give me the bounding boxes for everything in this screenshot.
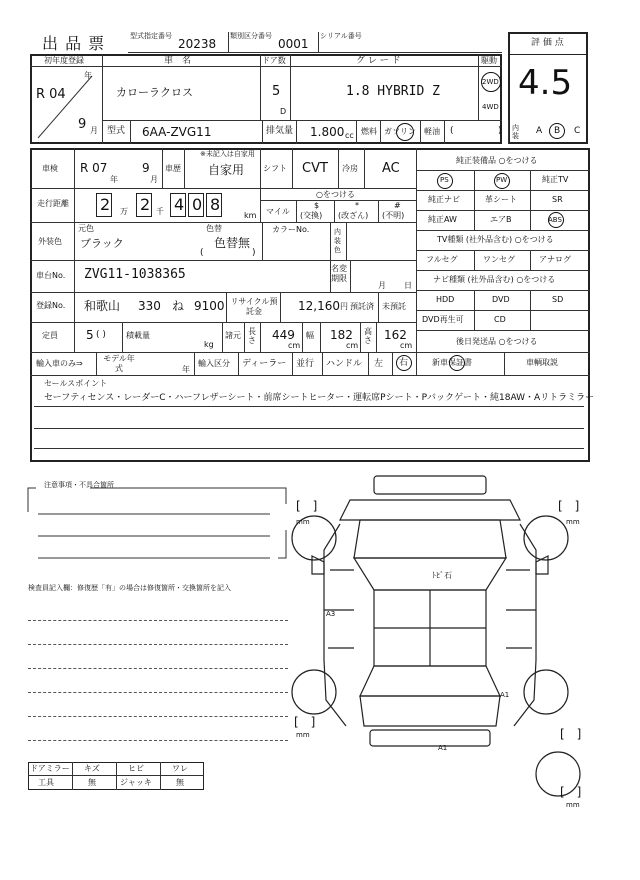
handle-left: 左 bbox=[374, 359, 384, 369]
mileage-digit-5-value: 8 bbox=[210, 195, 221, 214]
length-label: 長さ bbox=[248, 327, 256, 345]
fuel-label: 燃料 bbox=[361, 127, 377, 136]
sales-text: セーフティセンス・レーダーC・ハーフレザーシート・前席シートヒーター・運転席Pシート・Pバックゲート・純18AW・Aリトラミラー bbox=[44, 393, 595, 403]
equipment-title: 純正装備品 ○をつける bbox=[456, 156, 538, 165]
recycle-value: 12,160 bbox=[298, 299, 340, 313]
equip-leather: 革シート bbox=[485, 195, 517, 204]
km-unit: km bbox=[244, 211, 257, 220]
man-unit: 万 bbox=[120, 207, 128, 216]
month-unit-2: 月 bbox=[150, 175, 158, 184]
name-change-month: 月 bbox=[378, 281, 386, 290]
history-label: 車歴 bbox=[165, 164, 181, 173]
reg-number: 9100 bbox=[194, 299, 225, 313]
aircon-value: AC bbox=[382, 161, 400, 176]
width-value: 182 bbox=[330, 328, 353, 342]
navi-hdd: HDD bbox=[436, 295, 455, 304]
navi-dvd-play: DVD再生可 bbox=[422, 315, 464, 324]
notes-bracket bbox=[24, 481, 294, 564]
bracket-rl: [ ] bbox=[294, 715, 316, 729]
grade-value: 1.8 HYBRID Z bbox=[346, 84, 440, 99]
bracket-fl: [ ] bbox=[296, 499, 318, 513]
navi-cd: CD bbox=[494, 315, 506, 324]
exterior-label: 外装色 bbox=[38, 237, 62, 246]
length-cm: cm bbox=[288, 341, 301, 350]
first-reg-month: 9 bbox=[78, 117, 87, 132]
equip-ps: PS bbox=[440, 176, 449, 184]
recycle-unit: 円 bbox=[340, 302, 348, 311]
length-value: 449 bbox=[272, 328, 295, 342]
bracket-rr: [ ] bbox=[560, 727, 582, 741]
attach-note: ○をつける bbox=[316, 190, 355, 199]
inspection-month: 9 bbox=[142, 161, 150, 175]
legend-door-mirror: ドアミラー bbox=[30, 764, 70, 773]
serial-label: シリアル番号 bbox=[320, 32, 362, 40]
width-label: 幅 bbox=[306, 331, 314, 340]
height-value: 162 bbox=[384, 328, 407, 342]
repaint-value: 色替無 bbox=[214, 236, 251, 250]
interior-a: A bbox=[536, 126, 543, 136]
history-value: 自家用 bbox=[208, 163, 245, 177]
recycle-label: リサイクル預託金 bbox=[230, 297, 278, 316]
unknown-mark: # bbox=[394, 201, 401, 210]
mileage-label: 走行距離 bbox=[37, 199, 69, 208]
bracket-fr: [ ] bbox=[558, 499, 580, 513]
paren-close: ) bbox=[498, 126, 502, 136]
shift-label: シフト bbox=[263, 164, 287, 173]
dealer-label: ディーラー bbox=[242, 359, 287, 369]
capacity-unit: ( ) bbox=[96, 330, 106, 340]
sen-unit: 千 bbox=[156, 207, 164, 216]
mile-label: マイル bbox=[266, 207, 290, 216]
inspection-year: R 07 bbox=[80, 161, 108, 175]
equip-abs: ABS bbox=[548, 216, 562, 224]
later-title: 後日発送品 ○をつける bbox=[456, 337, 538, 346]
mileage-digit-3-value: 4 bbox=[174, 195, 185, 214]
mm-fr: mm bbox=[566, 518, 580, 526]
reg-area: 和歌山 bbox=[84, 299, 121, 313]
interior-c: C bbox=[574, 126, 581, 136]
mark-a1-rear: A1 bbox=[438, 744, 448, 752]
mm-spare: mm bbox=[566, 801, 580, 809]
not-deposited-label: 未預託 bbox=[382, 302, 406, 311]
repaint-paren-open: ( bbox=[200, 248, 204, 258]
handle-right: 右 bbox=[399, 358, 409, 368]
exchange-label: (交換) bbox=[300, 211, 323, 220]
bracket-spare: [ ] bbox=[560, 785, 582, 799]
tv-title: TV種類 (社外品含む) ○をつける bbox=[437, 235, 554, 244]
category-value: 0001 bbox=[278, 37, 309, 51]
import-type-label: 輸入区分 bbox=[198, 359, 230, 368]
later-warranty: 新車保証書 bbox=[432, 358, 472, 367]
notes-label: 注意事項・不具合箇所 bbox=[44, 481, 114, 489]
equip-pw: PW bbox=[496, 176, 508, 184]
later-manual: 車輌取説 bbox=[526, 358, 558, 367]
altered-label: (改ざん) bbox=[338, 211, 369, 220]
model-year-unit: 年 bbox=[182, 365, 190, 374]
equip-sr: SR bbox=[552, 195, 563, 204]
year-unit: 年 bbox=[84, 71, 92, 80]
exterior-value: ブラック bbox=[80, 237, 124, 250]
format-label: 型式指定番号 bbox=[130, 32, 172, 40]
name-change-day: 日 bbox=[404, 281, 412, 290]
displacement-unit: cc bbox=[345, 131, 354, 140]
grade-label: グ レ ー ド bbox=[356, 56, 401, 66]
interior-label: 内装 bbox=[512, 124, 519, 140]
drive-4wd: 4WD bbox=[482, 103, 499, 111]
exchange-mark: $ bbox=[314, 201, 320, 210]
diesel-label: 軽油 bbox=[424, 127, 440, 136]
displacement-value: 1.800 bbox=[310, 125, 345, 139]
category-label: 類別区分番号 bbox=[230, 32, 272, 40]
door-count: 5 bbox=[272, 84, 281, 99]
fuel-value: ガソリン bbox=[384, 127, 416, 136]
legend-crack: ヒビ bbox=[128, 764, 144, 773]
score-value: 4.5 bbox=[518, 63, 573, 103]
car-name-label: 車 名 bbox=[164, 56, 192, 66]
sales-label: セールスポイント bbox=[44, 379, 108, 388]
windshield-note: ﾄﾋﾞ石 bbox=[432, 571, 452, 580]
shift-value: CVT bbox=[302, 161, 328, 176]
load-kg-unit: kg bbox=[204, 340, 214, 349]
legend-tools-value: 無 bbox=[88, 778, 96, 787]
month-unit: 月 bbox=[90, 126, 98, 135]
paren-open: ( bbox=[450, 126, 454, 136]
tv-fullseg: フルセグ bbox=[426, 255, 458, 264]
capacity-value: 5 bbox=[86, 328, 94, 342]
navi-sd: SD bbox=[552, 295, 564, 304]
handle-label: ハンドル bbox=[326, 359, 363, 369]
height-label: 高さ bbox=[364, 327, 372, 345]
navi-dvd: DVD bbox=[492, 295, 510, 304]
reg-label: 登録No. bbox=[36, 301, 66, 310]
name-change-label: 名変期限 bbox=[331, 264, 347, 283]
capacity-label: 定員 bbox=[42, 331, 58, 340]
drive-label: 駆動 bbox=[481, 56, 497, 65]
color-no-label: 色替 bbox=[206, 224, 222, 233]
legend-jack-value: 無 bbox=[176, 778, 184, 787]
import-label: 輸入車のみ⇒ bbox=[36, 359, 83, 368]
format-value: 20238 bbox=[178, 37, 217, 51]
reg-class: 330 bbox=[138, 299, 161, 313]
mileage-digit-4-value: 0 bbox=[192, 195, 203, 214]
displacement-label: 排気量 bbox=[266, 126, 294, 136]
first-reg-year: R 04 bbox=[36, 87, 66, 102]
history-note: ※未記入は自家用 bbox=[200, 150, 255, 158]
legend-tools: 工具 bbox=[38, 778, 54, 787]
mileage-digit-1-value: 2 bbox=[100, 195, 111, 214]
model-label: 型式 bbox=[107, 126, 126, 136]
sheet-title: 出 品 票 bbox=[42, 34, 106, 53]
inspection-label: 車検 bbox=[42, 164, 58, 173]
unknown-label: (不明) bbox=[382, 211, 405, 220]
tv-oneseg: ワンセグ bbox=[483, 255, 515, 264]
equip-aw: 純正AW bbox=[428, 215, 457, 224]
model-year-label: モデル年式 bbox=[103, 354, 135, 373]
model-value: 6AA-ZVG11 bbox=[142, 125, 212, 139]
mileage-digit-2-value: 2 bbox=[140, 195, 151, 214]
door-label: ドア数 bbox=[262, 56, 286, 65]
interior-color-label: 内装色 bbox=[334, 228, 341, 254]
interior-b: B bbox=[554, 126, 561, 136]
car-name-value: カローラクロス bbox=[116, 86, 193, 99]
mm-rl: mm bbox=[296, 731, 310, 739]
altered-mark: * bbox=[355, 201, 359, 210]
tv-analog: アナログ bbox=[539, 255, 571, 264]
width-cm: cm bbox=[346, 341, 359, 350]
drive-2wd: 2WD bbox=[482, 78, 499, 86]
mm-fl: mm bbox=[296, 518, 310, 526]
first-reg-label: 初年度登録 bbox=[44, 56, 84, 65]
mark-a3: A3 bbox=[326, 610, 336, 618]
deposited-label: 預託済 bbox=[350, 302, 374, 311]
repaint-paren-close: ) bbox=[252, 248, 256, 258]
door-suffix: D bbox=[280, 107, 287, 116]
parallel-label: 並行 bbox=[296, 359, 315, 369]
equip-airbag: エアB bbox=[490, 215, 512, 224]
inspector-label: 検査員記入欄：修復歴「有」の場合は修復箇所・交換箇所を記入 bbox=[28, 584, 231, 592]
original-color-label: 元色 bbox=[78, 224, 94, 233]
navi-title: ナビ種類 (社外品含む) ○をつける bbox=[433, 275, 556, 284]
equip-tv: 純正TV bbox=[542, 175, 569, 184]
car-damage-diagram bbox=[290, 470, 590, 810]
score-label: 評 価 点 bbox=[531, 38, 564, 48]
year-unit-2: 年 bbox=[110, 175, 118, 184]
dims-label: 諸元 bbox=[225, 331, 241, 340]
height-cm: cm bbox=[400, 341, 413, 350]
reg-kana: ね bbox=[172, 299, 185, 313]
vin-value: ZVG11-1038365 bbox=[84, 267, 186, 282]
legend-jack: ジャッキ bbox=[120, 778, 152, 787]
color-code-label: カラーNo. bbox=[272, 225, 310, 234]
vin-label: 車台No. bbox=[36, 271, 66, 280]
legend-scratch: キズ bbox=[84, 764, 100, 773]
legend-break: ワレ bbox=[172, 764, 188, 773]
equip-navi: 純正ナビ bbox=[428, 195, 460, 204]
aircon-label: 冷房 bbox=[342, 164, 358, 173]
mark-a1-side: A1 bbox=[500, 691, 510, 699]
load-label: 積載量 bbox=[126, 331, 150, 340]
